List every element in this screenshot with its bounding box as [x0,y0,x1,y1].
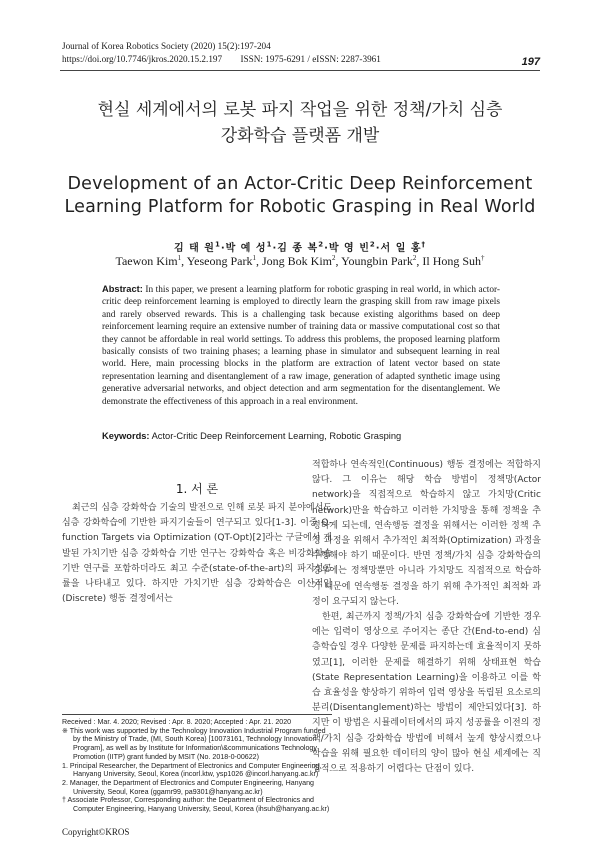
received-dates: Received : Mar. 4. 2020; Revised : Apr. 8. 2020; Accepted : Apr. 21. 2020 [62,718,292,726]
korean-title [0,97,600,149]
author-name: 김 태 원 [173,243,215,254]
section-heading: 1. 서 론 [175,482,219,496]
footnote-text: Principal Researcher, the Department of Electronics and Computer Engineering, Hanyang University, Seoul, Korea (incorl.ktw, ysp1026 @incorl.hanyang.ac.kr) [69,761,322,779]
journal-header [62,40,381,65]
paragraph: 한편, 최근까지 정책/가치 심층 강화학습에 기반한 경우에는 입력이 영상으로 주어지는 종단 간(End-to-end) 심층학습일 경우 다양한 문제를 파지하는데 효율적이지 못하였고[1], 이러한 문제를 해결하기 위해 상태표현 학습(State Representation Learning)을 이용하고 이를 학습 효율성을 향상하기 위하여 입력 영상을 독립된 요소로의 분리(Disentanglement)하는 방법이 제안되었다[3]. 하지만 이 방법은 시뮬레이터에서의 파지 성공률을 이전의 정책/가치 심층 강화학습 방법에 비해서 높게 향상시켰으나 학습을 위해 필요한 데이터의 양이 많아 현실 세계에는 직접적으로 적용하기 어렵다는 단점이 있다. [312,612,541,775]
journal-line: Journal of Korea Robotics Society (2020) 15(2):197-204 [62,41,271,51]
footnote-text: Manager, the Department of Electronics and Computer Engineering, Hanyang University, Seoul, Korea (ggamr99, pa9301@hanyang.ac.kr) [69,778,314,796]
footnote-mark: 1. [62,761,68,770]
english-title-line-1: Development of an Actor-Critic Deep Reinforcement [67,174,533,194]
keywords-text: Actor-Critic Deep Reinforcement Learning, Robotic Grasping [151,431,402,441]
english-title-line-2: Learning Platform for Robotic Grasping in Real World [64,197,536,217]
footnote-item [62,796,332,813]
doi-link[interactable]: https://doi.org/10.7746/jkros.2020.15.2.197 [62,53,223,64]
author-affil: 1 [214,240,221,249]
footnote-mark: 2. [62,778,68,787]
author-name: Youngbin Park [341,254,413,268]
right-column [312,458,541,777]
author-affil: 2 [369,240,376,249]
author-name: 김 종 복 [277,243,319,254]
footnote-item [62,779,332,796]
page-number: 197 [521,56,540,68]
header-rule [60,70,540,71]
author-name: Yeseong Park [186,254,253,268]
author-affil: 2 [318,240,325,249]
author-name: 박 영 빈 [328,243,370,254]
author-affil: 1 [266,240,273,249]
footnote-rule [62,714,332,715]
footnote-item [62,762,332,779]
english-title [0,173,600,219]
doi-issn-line [62,53,381,66]
abstract [102,283,500,408]
author-affil: 2 [332,254,336,262]
footnote-text: This work was supported by the Technology Innovation Industrial Program funded by the Ministry of Trade, (MI, South Korea) [10073161, Technology Innovation Program], as well as by Institute for Information\&communications Technology Promotion (IITP) grant funded by MSIT (No. 2018-0-00622) [69,726,326,761]
footnote-mark: ※ [62,726,68,735]
copyright: Copyright©KROS [62,827,130,837]
left-column [62,501,332,607]
korean-authors: 김 태 원$^1$·박 예 성$^1$·김 종 복$^2$·박 영 빈$^2$·서 일 홍† [173,240,426,254]
author-name: Il Hong Suh [422,254,482,268]
abstract-label: Abstract: [102,284,143,294]
abstract-text: In this paper, we present a learning platform for robotic grasping in real world, in which actor-critic deep reinforcement learning is employed to directly learn the grasping skill from raw image pixels and rarely observed rewards. This is a challenging task because existing algorithms based on deep reinforcement learning require an extensive number of training data or massive computational cost so that they cannot be affordable in real world settings. To address this problems, the proposed learning platform basically consists of two training phases; a learning phase in simulator and subsequent learning in real world. Here, main processing blocks in the platform are extraction of latent vector based on state representation learning and disentanglement of a raw image, generation of adapted synthetic image using generative adversarial networks, and object detection and arm segmentation for the disentanglement. We demonstrate the effectiveness of this approach in a real environment. [102,285,501,407]
english-authors: Taewon Kim$^1$, Yeseong Park$^1$, Jong Bok Kim$^2$, Youngbin Park$^2$, Il Hong Suh† [115,254,485,268]
author-name: 박 예 성 [225,243,267,254]
author-affil: † [481,254,485,262]
keywords-label: Keywords: [102,431,150,441]
paragraph: 최근의 심층 강화학습 기술의 발전으로 인해 로봇 파지 분야에서도 심층 강화학습에 기반한 파지기술들이 연구되고 있다[1-3]. 이중 Q-function Targets via Optimization (QT-Opt)[2]라는 구글에서 개발된 가치기반 심층 강화학습 기반 연구는 강화학습 혹은 비강화학습 기반 연구를 포함하더라도 최고 수준(state-of-the-art)의 파지성공률을 나타내고 있다. 하지만 가치기반 심층 강화학습은 이산적인(Discrete) 행동 결정에서는 [62,503,332,605]
author-name: 서 일 홍 [380,243,422,254]
author-affil: 1 [252,254,256,262]
author-name: Jong Bok Kim [261,254,332,268]
author-name: Taewon Kim [115,254,178,268]
author-affil: † [421,240,426,249]
paragraph: 적합하나 연속적인(Continuous) 행동 결정에는 적합하지 않다. 그 이유는 해당 학습 방법이 정책망(Actor network)을 직접적으로 학습하지 않고 가치망(Critic network)만을 학습하고 이러한 가치망을 통해 정책을 추정하게 되는데, 연속행동 결정을 위해서는 이러한 정책 추정 과정을 위해서 추가적인 최적화(Optimization) 과정을 수행해야 하기 때문이다. 반면 정책/가치 심층 강화학습의 경우에는 정책망뿐만 아니라 가치망도 직접적으로 학습하기 때문에 연속행동 결정을 하기 위해 추가적인 최적화 과정이 요구되지 않는다. [312,460,541,607]
korean-title-line-2: 강화학습 플랫폼 개발 [220,126,380,146]
keywords [102,431,522,441]
footnote-item [62,727,332,762]
korean-title-line-1: 현실 세계에서의 로봇 파지 작업을 위한 정책/가치 심층 [97,100,503,120]
footnote-mark: † [62,796,66,805]
issn: ISSN: 1975-6291 / eISSN: 2287-3961 [240,53,381,64]
author-affil: 2 [412,254,417,262]
footnotes [62,714,332,814]
author-affil: 1 [177,254,182,262]
footnote-text: Associate Professor, Corresponding author: the Department of Electronics and Computer Engineering, Hanyang University, Seoul, Korea (ihsuh@hanyang.ac.kr) [67,796,330,814]
